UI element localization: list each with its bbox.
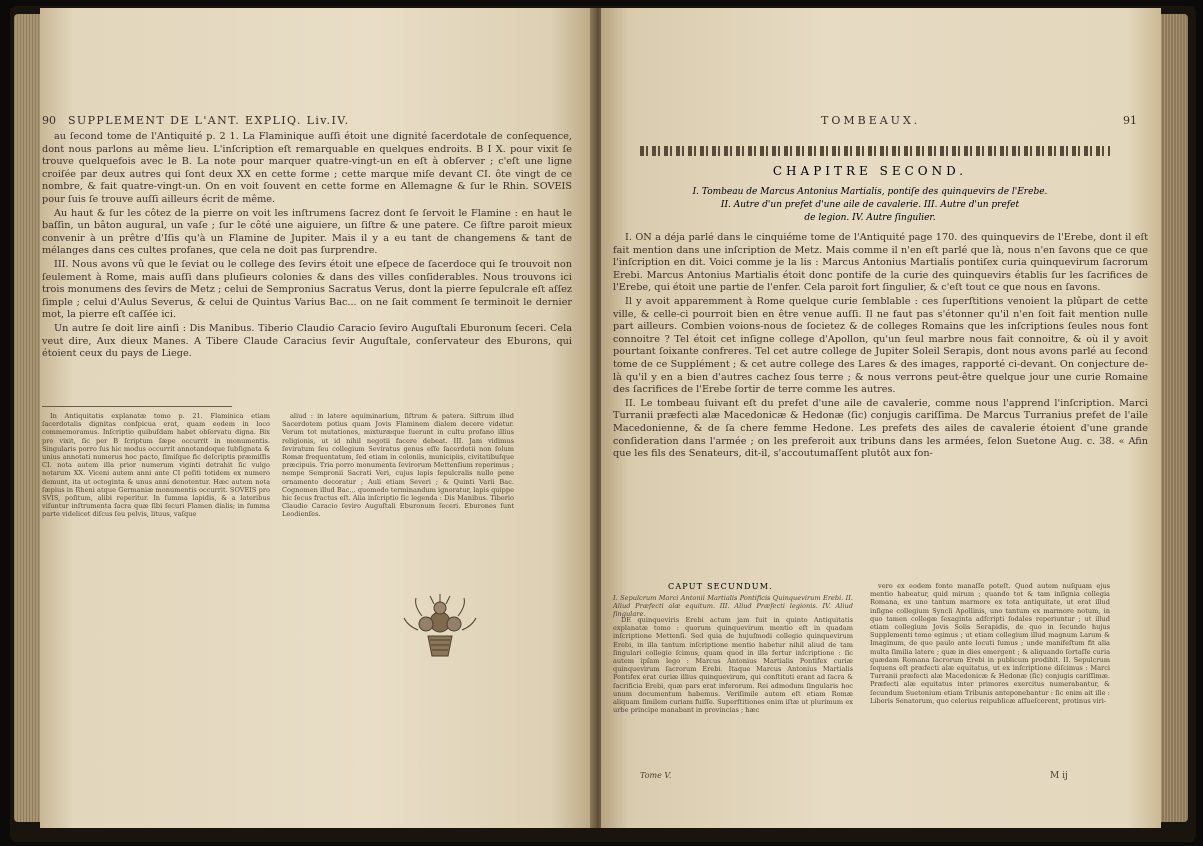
left-paragraph-4: Un autre ſe doit lire ainſi : Dis Manibus. Tiberio Claudio Caracio ſeviro Auguſtali Eburonum ſeceri. Cela veut dire, Aux dieux Manes. A Tibere Claude Caracius ſevir Auguſtale, conſervateur des Eburons, qui étoient ceux du pays de Liege.: [42, 322, 572, 360]
left-latin-text-1: In Antiquitatis explanatæ tomo p. 21. Flaminica etiam ſacerdotalis dignitas conſpicua erat, quam eodem in loco commemoramus. Inſcriptio quibuſdam habet obſervatu digna. Bix pro vixit, ſic per B ſcriptum ſæpe occurrit in monumentis. Singularis porro ſus hic modus occurrit annotandoque ſubſignata & unius annotati numerus hoc pacto, ſimiſque fic deſcriptis præmiſſis CI. nota autem illa prior numerum viginti detrahit ſic vulgo notarum XX. Viceni autem anni ante CI poſiti totidem ex numero demunt, ita ut octoginta & unus anni denotentur. Hæc autem nota ſæpius in Rheni atque Germaniæ monumentis occurrit. SOVEIS pro SVIS, poſitum, alibi reperitur. In ſumma lapidis, & a lateribus viſuntur inſtrumenta ſacra quæ ſibi ſecuri Flamen dialis; in ſumma parte videlicet diſcus ſeu pelvis, lituus, vaſque: [42, 412, 270, 519]
signature-right: M ij: [1050, 771, 1068, 781]
right-latin-text-2: vero ex eodem fonte manaſſe poteſt. Quod autem nuſquam ejus mentio habeatur, quid mirum ; quando tot & tam inſignia collegia Romana, ex uno tantum marmore ex tota antiquitate, ut erat illud inſigne collegium Syncli Apollinis, uno tantum ex marmore notum, in quo tamen collegæ ſexaginta adſcripti ſodales reperiuntur ; ut illud etiam collegium Jovis Solis Serapidis, de quo in ſecundo hujus Supplementi tomo egimus ; ut etiam collegium illud magnum Larum & Imaginum, de quo paulo ante locuti ſumus ; unde manifeſtum fit alia multa ſimilia latere ; quæ in dies emergent ; & aliquando ſortaſſe curia quædam Romana ſacrorum Erebi in publicum prodibit. II. Sepulcrum ſequens eſt præfecti alæ equitatus, ut ex inſcriptione diſcimus : Marci Turranii præfecti alæ Macedonicæ & Hedonæ (ſic) conjugis cariſſimæ. Præfecti alæ equitatus inter primores exercitus numerabantur, & ſecundum Suetonium etiam Tribunis anteponebantur : ſic enim ait ille : Liberis Senatorum, quo celerius reipublicæ aſſueſcerent, protinus viri-: [870, 582, 1110, 705]
right-latin-column-2: [870, 582, 1110, 705]
chapter-ornament-band: [640, 146, 1110, 156]
chapter-title: CHAPITRE SECOND.: [772, 164, 968, 178]
summary-line-2: II. Autre d'un prefet d'une aile de cavalerie. III. Autre d'un prefet: [720, 200, 1020, 210]
right-latin-text-1: DE quinqueviris Erebi actum jam fuit in quinto Antiquitatis explanatæ tomo : quorum quinquevirum mentio eſt in quadam inſcriptione Mettenſi. Sed quia de hujuſmodi collegio quinquevirum Erebi, in illa tantum inſcriptione mentio habetur nihil aliud de tam ſingulari collegio ſcimus, quam quod in illa fertur inſcriptione : ſic autem ipſam lego : Marcus Antonius Martialis Pontifex curiæ quinquevirum ſacrorum Erebi. Itaque Marcus Antonius Martialis Pontifex erat curiæ illius quinquevirum, qui conſtituti erant ad ſacra & ſacrificia Erebi, quæ pars erat inferorum. Rei admodum ſingularis hoc unum documentum habemus. Veriſimile autem eſt etiam Romæ aliquam ſimilem curiam fuiſſe. Superſtitiones enim iſtæ ut plurimum ex urbe principe manabant in provincias ; hæc: [613, 616, 853, 715]
right-latin-column-1: [613, 616, 853, 714]
summary-line-1: I. Tombeau de Marcus Antonius Martialis, pontiſe des quinquevirs de l'Erebe.: [692, 187, 1048, 197]
caput-summary: [613, 594, 853, 619]
flower-basket-vignette: [400, 588, 480, 663]
right-paragraph-1: I. ON a déja parlé dans le cinquiéme tome de l'Antiquité page 170. des quinquevirs de l'Erebe, dont il eſt fait mention dans une inſcription de Metz. Mais comme il n'en eſt parlé que là, nous n'en ſavons que ce que l'inſcription en dit. Voici comme je la lis : Marcus Antonius Martialis pontiſex curia quinquevirum ſacrorum Erebi. Marcus Antonius Martialis étoit donc pontife de la curie des quinquevirs établis ſur les ſacrifices de l'Erebe, qui étoit une partie de l'enfer. Cela paroit fort ſingulier, & c'eſt tout ce que nous en ſavons.: [613, 232, 1148, 294]
right-page-number: 91: [1123, 114, 1137, 127]
caput-summary-text: I. Sepulcrum Marci Antonii Martialis Pontificis Quinquevirum Erebi. II. Aliud Præfecti alæ equitum. III. Aliud Præfecti legionis. IV. Aliud ſingulare.: [613, 594, 853, 619]
caput-title: CAPUT SECUNDUM.: [668, 582, 773, 591]
left-paragraph-1: au ſecond tome de l'Antiquité p. 2 1. La Flaminique auſſi étoit une dignité ſacerdotale de conſequence, dont nous parlons au même lieu. L'inſcription eſt remarquable en quelques endroits. B I X. pour vixit ſe trouve quelquefois avec le B. La note pour marquer quatre-vingt-un en eſt à obſerver ; c'eſt une ligne croiſée par deux autres qui ſont deux XX en cette forme ; cette marque miſe devant CI. ôte vingt de ce nombre, & fait quatre-vingt-un. On en voit ſouvent en cette forme en Allemagne & ſur le Rhin. SOVEIS pour ſuis ſe trouve auſſi ailleurs écrit de même.: [42, 131, 572, 205]
signature-left: Tome V.: [640, 771, 672, 780]
left-latin-column-2: [282, 412, 514, 519]
left-main-text: [42, 131, 572, 362]
footnote-rule: [42, 406, 232, 407]
left-paragraph-3: III. Nous avons vû que le ſeviat ou le college des ſevirs étoit une eſpece de ſacerdoce qui ſe trouvoit non ſeulement à Rome, mais auſſi dans pluſieurs colonies & dans des villes conſiderables. Nous trouvons ici trois monumens des ſevirs de Metz ; celui de Sempronius Sacratus Verus, dont la pierre ſepulcrale eſt aſſez ſimple ; celui d'Aulus Severus, & celui de Quintus Varius Bac... on ne ſait comment ſe terminoit le dernier mot, la pierre eſt caſſée ici.: [42, 258, 572, 321]
left-running-head: SUPPLEMENT DE L'ANT. EXPLIQ. Liv.IV.: [68, 114, 350, 127]
page-edges-left: [14, 14, 42, 822]
left-page: [40, 8, 595, 828]
chapter-summary: [630, 186, 1110, 225]
page-edges-right: [1158, 14, 1188, 822]
left-latin-column-1: [42, 412, 270, 519]
summary-line-3: de legion. IV. Autre ſingulier.: [804, 213, 936, 223]
left-page-number: 90: [42, 114, 56, 127]
right-running-head: TOMBEAUX.: [821, 114, 921, 127]
left-latin-text-2: aliud : in latere aquiminarium, ſiſtrum & patera. Siſtrum illud Sacerdotem potius quam Jovis Flaminem dialem decere videtur. Verum tot mutationes, mixturæque ſuerunt in cultu profano illius religionis, ut id nihil negotii facere debeat. III. Jam vidimus ſeviratum ſeu collegium Seviratus genus eſſe ſacerdotii non ſolum Romæ frequentatum, ſed etiam in coloniis, municipiis, civitatibuſque præcipuis. Tria porro monumenta ſevirorum Mettenſium reperimus ; nempe Sempronii Sacrati Veri, cujus lapis ſepulcralis nullo pene ornamento decoratur ; Auli etiam Severi ; & Quinti Varii Bac. Cognomen illud Bac... quomodo terminandum ignoratur, lapis quippe hic ſecus fractus eſt. Alia inſcriptio ſic legenda : Dis Manibus. Tiberio Claudio Caracio ſeviro Auguſtali Eburonum ſeceri. Eburones ſunt Leodienſes.: [282, 412, 514, 519]
right-paragraph-3: II. Le tombeau ſuivant eſt du prefet d'une aile de cavalerie, comme nous l'apprend l'inſcription. Marci Turranii præfecti alæ Macedonicæ & Hedonæ (ſic) conjugis cariſſima. De Marcus Turranius prefet de l'aile Macedonienne, & de ſa chere femme Hedone. Les prefets des ailes de cavalerie étoient d'une grande conſideration dans l'armée ; on les preferoit aux tribuns dans les armées, ſelon Suetone Aug. c. 38. « Afin que les fils des Senateurs, dit-il, s'accoutumaſſent plutôt aux fon-: [613, 397, 1148, 460]
right-main-text: [613, 232, 1148, 462]
left-paragraph-2: Au haut & ſur les côtez de la pierre on voit les inſtrumens ſacrez dont ſe ſervoit le Flamine : en haut le baſſin, un bâton augural, un vaſe ; ſur le côté une aiguiere, un ſiſtre & une patere. Ce ſiſtre paroit mieux convenir à un prêtre d'Iſis qu'à un Flamine de Jupiter. Mais il y a eu tant de changemens & tant de mélanges dans ces cultes profanes, que cela ne doit pas ſurprendre.: [42, 207, 572, 257]
right-paragraph-2: Il y avoit apparemment à Rome quelque curie ſemblable : ces ſuperſtitions venoient la plûpart de cette ville, & celle-ci pourroit bien en être venue auſſi. Il ne faut pas s'étonner qu'il n'en ſoit fait mention nulle part ailleurs. Combien voions-nous de ſocietez & de colleges Romains que les inſcriptions ſeules nous font connoitre ? Tel étoit cet inſigne college d'Apollon, qu'un ſeul marbre nous fait connoitre, & où il y avoit pourtant ſoixante confreres. Tel cet autre college de Jupiter Soleil Serapis, dont nous avons parlé au ſecond tome de ce Supplément ; & cet autre college des Lares & des images, rapporté ci-devant. On conjecture de-là qu'il y en a bien d'autres cachez ſous terre ; & nous verrons peut-être quelque jour une curie Romaine des ſacrifices de l'Erebe ſortir de terre comme les autres.: [613, 295, 1148, 396]
